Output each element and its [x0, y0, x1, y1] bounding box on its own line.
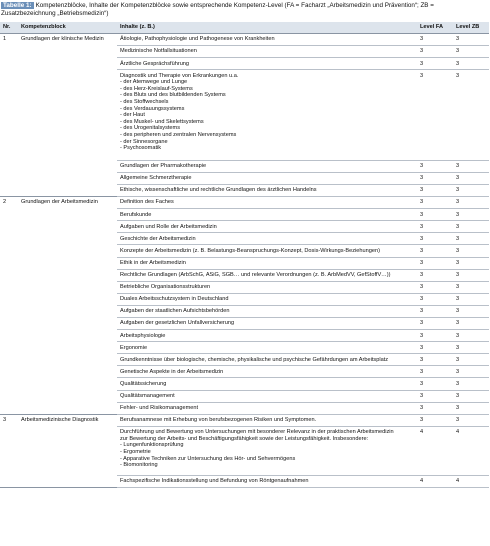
level-fa: 3 [417, 281, 453, 293]
list-item: - des peripheren und zentralen Nervensystems [120, 132, 237, 139]
level-zb: 3 [453, 293, 489, 305]
content-cell: Ergonomie [117, 342, 417, 354]
content-cell: Berufskunde [117, 209, 417, 221]
level-fa: 3 [417, 305, 453, 317]
content-cell: Rechtliche Grundlagen (ArbSchG, ASiG, SGB… und relevante Verordnungen (z. B. ArbMedVV, GefStoffV…)) [117, 269, 417, 281]
level-fa: 3 [417, 46, 453, 58]
header-block: Kompetenzblock [18, 22, 117, 34]
content-cell: Ethische, wissenschaftliche und rechtliche Grundlagen des ärztlichen Handelns [117, 184, 417, 196]
level-zb: 4 [453, 426, 489, 475]
content-line: Durchführung und Bewertung von Untersuchungen mit besonderer Relevanz in der praktischen Arbeitsmedizin [120, 429, 394, 436]
level-zb: 3 [453, 330, 489, 342]
content-cell [117, 70, 417, 161]
level-zb: 3 [453, 366, 489, 378]
level-fa: 3 [417, 390, 453, 402]
level-fa: 3 [417, 184, 453, 196]
content-cell: Aufgaben der staatlichen Aufsichtsbehörden [117, 305, 417, 317]
level-fa: 3 [417, 342, 453, 354]
level-fa: 3 [417, 366, 453, 378]
level-zb: 3 [453, 342, 489, 354]
list-item: - des Muskel- und Skelettsystems [120, 118, 204, 125]
header-level-fa: Level FA [417, 22, 453, 34]
content-cell: Fachspezifische Indikationsstellung und Befundung von Röntgenaufnahmen [117, 475, 417, 487]
level-zb: 3 [453, 58, 489, 70]
content-cell: Grundkenntnisse über biologische, chemische, physikalische und psychische Gefährdungen am Arbeitsplatz [117, 354, 417, 366]
sub-list [120, 79, 414, 152]
level-fa: 3 [417, 172, 453, 184]
level-zb: 3 [453, 269, 489, 281]
content-cell: Genetische Aspekte in der Arbeitsmedizin [117, 366, 417, 378]
level-zb: 3 [453, 305, 489, 317]
list-item: - des Herz-Kreislauf-Systems [120, 85, 193, 92]
list-item: - des Verdauungssystems [120, 105, 185, 112]
content-cell: Fehler- und Risikomanagement [117, 402, 417, 414]
level-zb: 3 [453, 318, 489, 330]
content-cell [117, 426, 417, 475]
content-cell: Aufgaben und Rolle der Arbeitsmedizin [117, 221, 417, 233]
content-cell: Geschichte der Arbeitsmedizin [117, 233, 417, 245]
content-cell: Allgemeine Schmerztherapie [117, 172, 417, 184]
table-row [0, 34, 489, 46]
level-fa: 3 [417, 354, 453, 366]
block-number: 2 [0, 197, 18, 415]
content-cell: Qualitätsmanagement [117, 390, 417, 402]
list-item: - Biomonitoring [120, 462, 158, 469]
level-zb: 3 [453, 233, 489, 245]
table-label: Tabelle 1: [3, 2, 32, 9]
list-item: - des Stoffwechsels [120, 99, 169, 106]
content-cell: Duales Arbeitsschutzsystem in Deutschland [117, 293, 417, 305]
content-heading: Diagnostik und Therapie von Erkrankungen u.a. [120, 72, 239, 79]
content-cell: Konzepte der Arbeitsmedizin (z. B. Belastungs-Beanspruchungs-Konzept, Dosis-Wirkungs-Beziehungen) [117, 245, 417, 257]
level-fa: 3 [417, 233, 453, 245]
level-fa: 3 [417, 70, 453, 161]
block-number: 3 [0, 414, 18, 487]
level-zb: 3 [453, 221, 489, 233]
level-zb: 3 [453, 245, 489, 257]
content-line: zur Bewertung der Arbeits- und Beschäftigungsfähigkeit sowie der Leistungsfähigkeit. Insbesondere: [120, 435, 369, 442]
level-zb: 3 [453, 197, 489, 209]
table-caption [0, 0, 490, 22]
level-fa: 3 [417, 58, 453, 70]
level-fa: 3 [417, 209, 453, 221]
list-item: - des Urogenitalsystems [120, 125, 180, 132]
content-cell: Qualitätssicherung [117, 378, 417, 390]
list-item: - des Bluts und des blutbildenden Systems [120, 92, 226, 99]
level-zb: 3 [453, 46, 489, 58]
level-zb: 3 [453, 390, 489, 402]
content-cell: Ethik in der Arbeitsmedizin [117, 257, 417, 269]
level-zb: 3 [453, 414, 489, 426]
level-zb: 3 [453, 172, 489, 184]
block-number: 1 [0, 34, 18, 197]
list-item: - Psychosomatik [120, 145, 162, 152]
table-row [0, 197, 489, 209]
list-item: - der Atemwege und Lunge [120, 79, 188, 86]
level-zb: 3 [453, 209, 489, 221]
level-zb: 4 [453, 475, 489, 487]
content-cell: Ätiologie, Pathophysiologie und Pathogenese von Krankheiten [117, 34, 417, 46]
content-cell: Berufsanamnese mit Erhebung von berufsbezogenen Risiken und Symptomen. [117, 414, 417, 426]
list-item: - Ergometrie [120, 449, 151, 456]
level-fa: 3 [417, 245, 453, 257]
level-zb: 3 [453, 160, 489, 172]
header-level-zb: Level ZB [453, 22, 489, 34]
list-item: - der Sinnesorgane [120, 138, 168, 145]
content-cell: Grundlagen der Pharmakotherapie [117, 160, 417, 172]
level-fa: 3 [417, 402, 453, 414]
level-fa: 3 [417, 378, 453, 390]
level-fa: 3 [417, 34, 453, 46]
content-cell: Definition des Faches [117, 197, 417, 209]
content-cell: Medizinische Notfallsituationen [117, 46, 417, 58]
level-zb: 3 [453, 378, 489, 390]
level-fa: 3 [417, 318, 453, 330]
level-fa: 4 [417, 426, 453, 475]
level-fa: 3 [417, 257, 453, 269]
list-item: - der Haut [120, 112, 145, 119]
header-content: Inhalte (z. B.) [117, 22, 417, 34]
block-name: Grundlagen der Arbeitsmedizin [18, 197, 117, 415]
level-zb: 3 [453, 34, 489, 46]
table-row [0, 414, 489, 426]
level-fa: 3 [417, 197, 453, 209]
content-cell: Ärztliche Gesprächsführung [117, 58, 417, 70]
competence-table [0, 22, 489, 488]
list-item: - Apparative Techniken zur Untersuchung des Hör- und Sehvermögens [120, 455, 296, 462]
level-zb: 3 [453, 70, 489, 161]
sub-list [120, 442, 414, 468]
content-cell: Aufgaben der gesetzlichen Unfallversicherung [117, 318, 417, 330]
level-fa: 4 [417, 475, 453, 487]
level-zb: 3 [453, 402, 489, 414]
level-zb: 3 [453, 184, 489, 196]
header-nr: Nr. [0, 22, 18, 34]
block-name: Arbeitsmedizinische Diagnostik [18, 414, 117, 487]
level-zb: 3 [453, 257, 489, 269]
level-fa: 3 [417, 221, 453, 233]
level-fa: 3 [417, 293, 453, 305]
table-header-row [0, 22, 489, 34]
content-cell: Betriebliche Organisationsstrukturen [117, 281, 417, 293]
caption-text: Kompetenzblöcke, Inhalte der Kompetenzblöcke sowie entsprechende Kompetenz-Level (FA = Facharzt „Arbeitsmedizin und Prävention“; ZB = Zusatzbezeichnung „Betriebsmedizin“) [1, 2, 434, 18]
level-zb: 3 [453, 354, 489, 366]
level-zb: 3 [453, 281, 489, 293]
list-item: - Lungenfunktionsprüfung [120, 442, 184, 449]
content-cell: Arbeitsphysiologie [117, 330, 417, 342]
level-fa: 3 [417, 330, 453, 342]
level-fa: 3 [417, 160, 453, 172]
level-fa: 3 [417, 414, 453, 426]
block-name: Grundlagen der klinische Medizin [18, 34, 117, 197]
level-fa: 3 [417, 269, 453, 281]
